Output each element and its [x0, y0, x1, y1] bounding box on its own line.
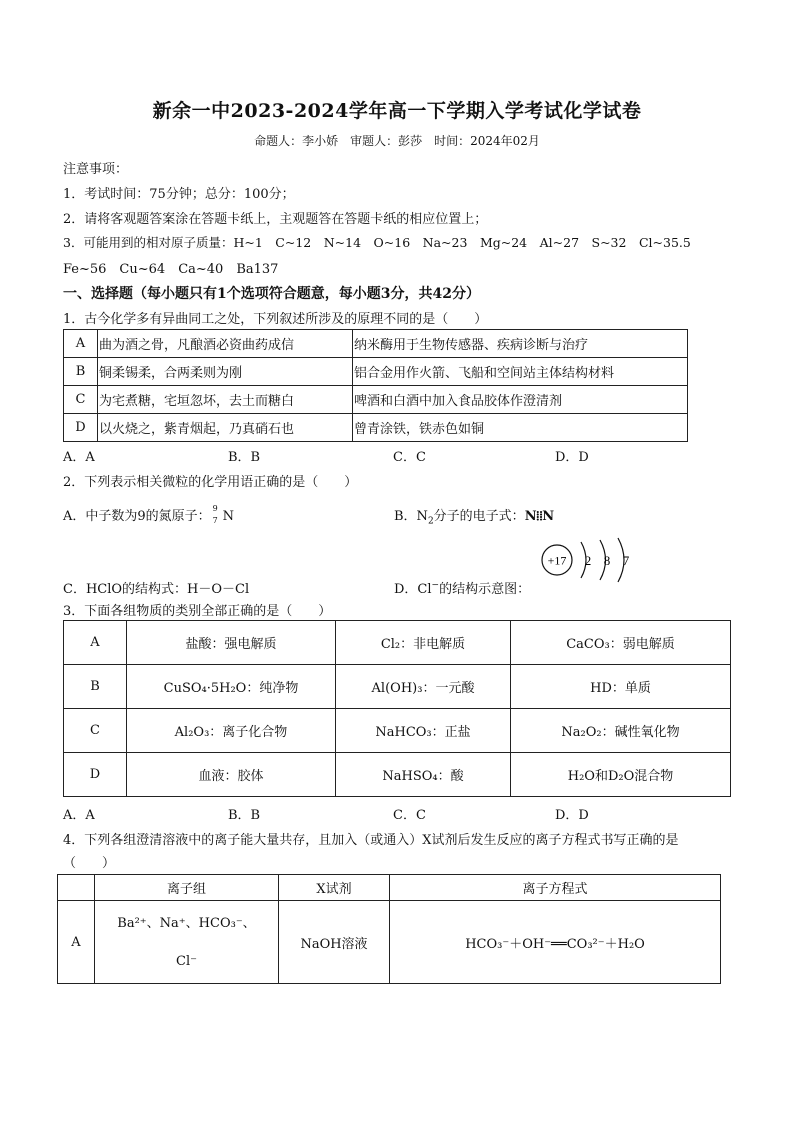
page-title: 新余一中2023-2024学年高一下学期入学考试化学试卷 [152, 100, 642, 122]
cell-left: 为宅煮糖，宅垣忽坏，去土而糖白 [98, 386, 353, 414]
q1-option-a: A．A [63, 450, 95, 465]
q1-table [63, 329, 688, 442]
shell-electrons: 2 [584, 553, 592, 568]
row-key: A [64, 330, 98, 358]
q3-option-d: D．D [555, 808, 589, 823]
cell-left: 以火烧之，紫青烟起，乃真硝石也 [98, 414, 353, 442]
element-symbol: N [222, 509, 235, 524]
cell: 血液：胶体 [127, 753, 336, 797]
q2-option-d-text: D．Cl [394, 582, 432, 597]
q3-option-b: B．B [228, 808, 261, 823]
shell-electrons: 8 [603, 553, 611, 568]
table-row [64, 709, 731, 753]
q2-option-b-rest: 分子的电子式： [433, 509, 525, 524]
cell: Al₂O₃：离子化合物 [127, 709, 336, 753]
note-item: 2．请将客观题答案涂在答题卡纸上，主观题答在答题卡纸的相应位置上； [63, 212, 488, 227]
q2-stem: 2．下列表示相关微粒的化学用语正确的是（ ） [63, 475, 358, 490]
q1-option-c: C．C [393, 450, 426, 465]
note-item: 3．可能用到的相对原子质量：H~1 C~12 N~14 O~16 Na~23 Mg~24 Al~27 S~32 Cl~35.5 [63, 235, 691, 250]
equation-cell: HCO₃⁻＋OH⁻══CO₃²⁻＋H₂O [390, 901, 721, 984]
ion-group-cell [95, 901, 279, 984]
cell: NaHSO₄：酸 [336, 753, 511, 797]
row-key: B [64, 665, 127, 709]
row-key: D [64, 753, 127, 797]
q4-stem: 4．下列各组澄清溶液中的离子能大量共存，且加入（或通入）X试剂后发生反应的离子方程式书写正确的是 [63, 833, 679, 848]
nucleus-charge: +17 [547, 553, 567, 568]
cell: NaHCO₃：正盐 [336, 709, 511, 753]
q3-option-a: A．A [63, 808, 95, 823]
cell: Al(OH)₃：一元酸 [336, 665, 511, 709]
cell-left: 曲为酒之骨，凡酿酒必资曲药成信 [98, 330, 353, 358]
cell-left: 铜柔锡柔，合两柔则为刚 [98, 358, 353, 386]
electron-formula: N⁞⁞N [524, 509, 554, 524]
header-cell: 离子方程式 [390, 875, 721, 901]
table-row [64, 753, 731, 797]
cell: Na₂O₂：碱性氧化物 [511, 709, 731, 753]
row-key: D [64, 414, 98, 442]
cell: H₂O和D₂O混合物 [511, 753, 731, 797]
row-key: B [64, 358, 98, 386]
cell: 盐酸：强电解质 [127, 621, 336, 665]
header-cell: X试剂 [279, 875, 390, 901]
q2-option-c: C．HClO的结构式：H－O－Cl [63, 582, 250, 597]
cell: Cl₂：非电解质 [336, 621, 511, 665]
q1-option-d: D．D [555, 450, 589, 465]
q3-stem: 3．下面各组物质的类别全部正确的是（ ） [63, 604, 332, 619]
header-cell [58, 875, 95, 901]
table-header-row [58, 875, 721, 901]
exam-meta: 命题人：李小娇 审题人：彭莎 时间：2024年02月 [254, 134, 540, 148]
q1-stem: 1．古今化学多有异曲同工之处，下列叙述所涉及的原理不同的是（ ） [63, 312, 488, 327]
table-row [64, 414, 688, 442]
ion-group-line: Ba²⁺、Na⁺、HCO₃⁻、 [117, 916, 256, 931]
section-heading: 一、选择题（每小题只有1个选项符合题意，每小题3分，共42分） [63, 286, 480, 302]
superscript: − [431, 580, 440, 591]
ion-group-line: Cl⁻ [176, 954, 197, 969]
subscript: 2 [427, 516, 434, 527]
note-item: Fe~56 Cu~64 Ca~40 Ba137 [63, 262, 279, 277]
table-row [58, 901, 721, 984]
cell-right: 啤酒和白酒中加入食品胶体作澄清剂 [353, 386, 688, 414]
table-row [64, 358, 688, 386]
header-cell: 离子组 [95, 875, 279, 901]
q2-option-a-text: A．中子数为9的氮原子： [63, 509, 211, 524]
cell: CaCO₃：弱电解质 [511, 621, 731, 665]
q2-option-a [63, 505, 234, 524]
q3-table [63, 620, 731, 797]
cell: HD：单质 [511, 665, 731, 709]
table-row [64, 330, 688, 358]
row-key: A [58, 901, 95, 984]
table-row [64, 621, 731, 665]
q2-option-b-text: B．N [394, 509, 428, 524]
shell-electrons: 7 [622, 553, 630, 568]
q2-option-b [394, 505, 553, 527]
row-key: C [64, 709, 127, 753]
q4-stem-paren: （ ） [63, 856, 116, 871]
note-item: 1．考试时间：75分钟；总分：100分； [63, 187, 295, 202]
q1-option-b: B．B [228, 450, 261, 465]
q2-option-d [394, 578, 530, 597]
cell-right: 纳米酶用于生物传感器、疾病诊断与治疗 [353, 330, 688, 358]
row-key: C [64, 386, 98, 414]
atomic-structure-diagram [538, 536, 638, 586]
row-key: A [64, 621, 127, 665]
reagent-cell: NaOH溶液 [279, 901, 390, 984]
notes-heading: 注意事项： [63, 162, 129, 177]
q4-table [57, 874, 721, 984]
q3-option-c: C．C [393, 808, 426, 823]
cell: CuSO₄·5H₂O：纯净物 [127, 665, 336, 709]
cell-right: 曾青涂铁，铁赤色如铜 [353, 414, 688, 442]
nuclide-notation [211, 503, 223, 525]
atomic-number: 7 [212, 515, 218, 525]
table-row [64, 386, 688, 414]
cell-right: 铝合金用作火箭、飞船和空间站主体结构材料 [353, 358, 688, 386]
mass-number: 9 [212, 503, 218, 513]
table-row [64, 665, 731, 709]
q2-option-d-rest: 的结构示意图： [439, 582, 531, 597]
